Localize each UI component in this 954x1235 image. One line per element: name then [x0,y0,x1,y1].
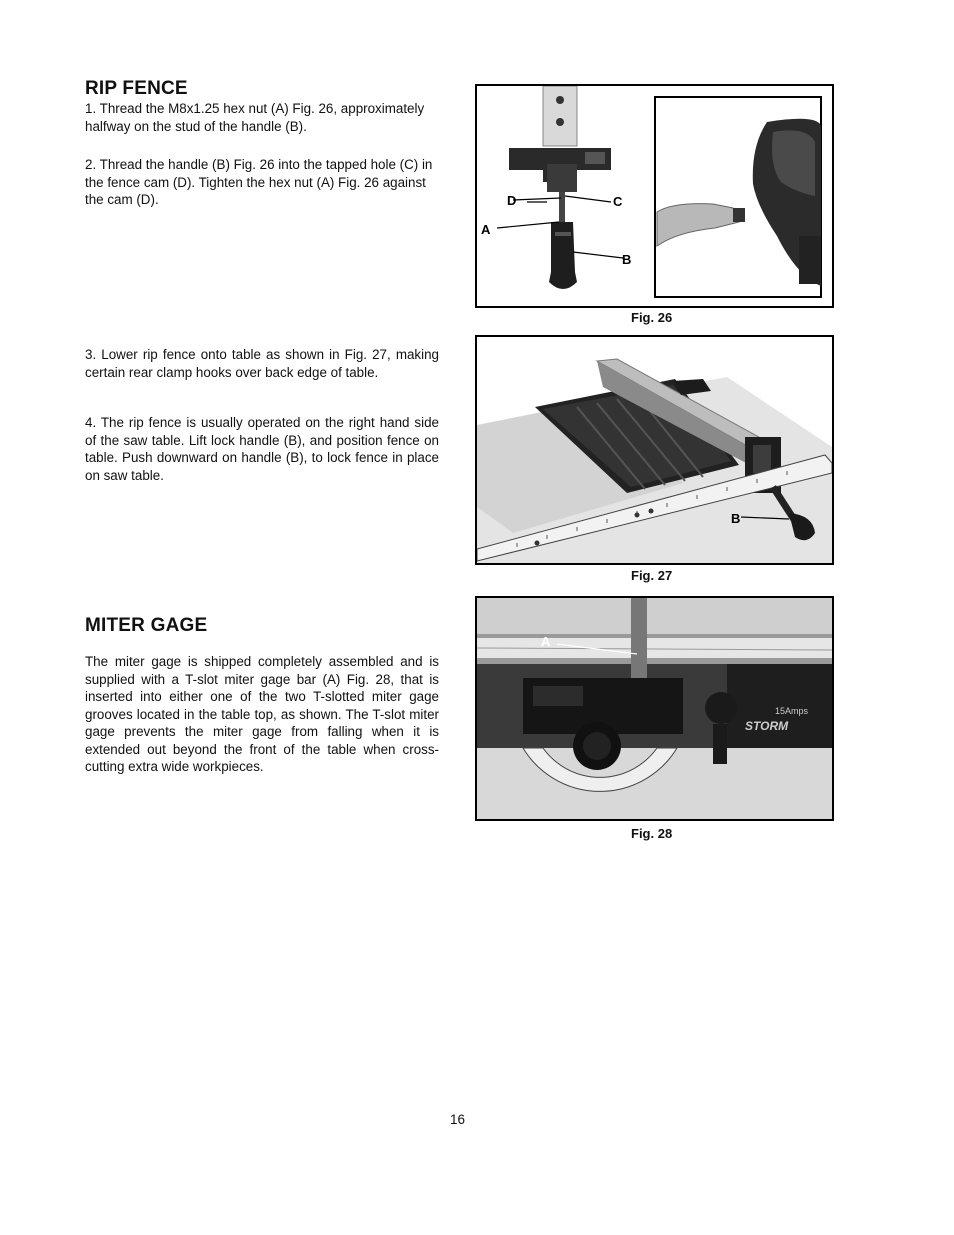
figure-26-photo [475,84,834,308]
section-title-miter-gage: MITER GAGE [85,615,208,636]
fig26-label-a: A [481,222,491,237]
rip-fence-on-table-illustration [477,337,832,563]
miter-gage-illustration [477,598,832,819]
fig27-label-b: B [731,511,741,526]
section-title-rip-fence: RIP FENCE [85,78,188,99]
fig26-label-b: B [622,252,632,267]
fig26-caption: Fig. 26 [631,310,673,325]
fig27-caption: Fig. 27 [631,568,673,583]
fig28-brand-text: STORM [745,719,789,733]
figure-28-photo [475,596,834,821]
fig28-label-a: A [541,634,551,649]
figure-27-photo [475,335,834,565]
step-2-text: 2. Thread the handle (B) Fig. 26 into the tapped hole (C) in the fence cam (D). Tighten the hex nut (A) Fig. 26 against the cam (D). [85,157,433,207]
page-number: 16 [450,1112,466,1127]
fig28-amps-text: 15Amps [775,706,809,716]
fig26-label-c: C [613,194,623,209]
fence-handle-illustration [477,86,832,306]
fig28-caption: Fig. 28 [631,826,673,841]
fig26-label-d: D [507,193,517,208]
step-4-text: 4. The rip fence is usually operated on the right hand side of the saw table. Lift lock handle (B), and position fence on table. Push downward on handle (B), to lock fence in place on saw table. [85,415,439,483]
step-1-text: 1. Thread the M8x1.25 hex nut (A) Fig. 26, approximately halfway on the stud of the handle (B). [85,101,425,134]
step-3-text: 3. Lower rip fence onto table as shown in Fig. 27, making certain rear clamp hooks over back edge of table. [85,347,439,380]
miter-gage-body-text: The miter gage is shipped completely assembled and is supplied with a T-slot miter gage bar (A) Fig. 28, that is inserted into either one of the two T-slotted miter gage grooves located in the table top, as shown. The T-slot miter gage prevents the miter gage from falling when it is extended out beyond the front of the table when cross-cutting extra wide workpieces. [85,654,439,774]
